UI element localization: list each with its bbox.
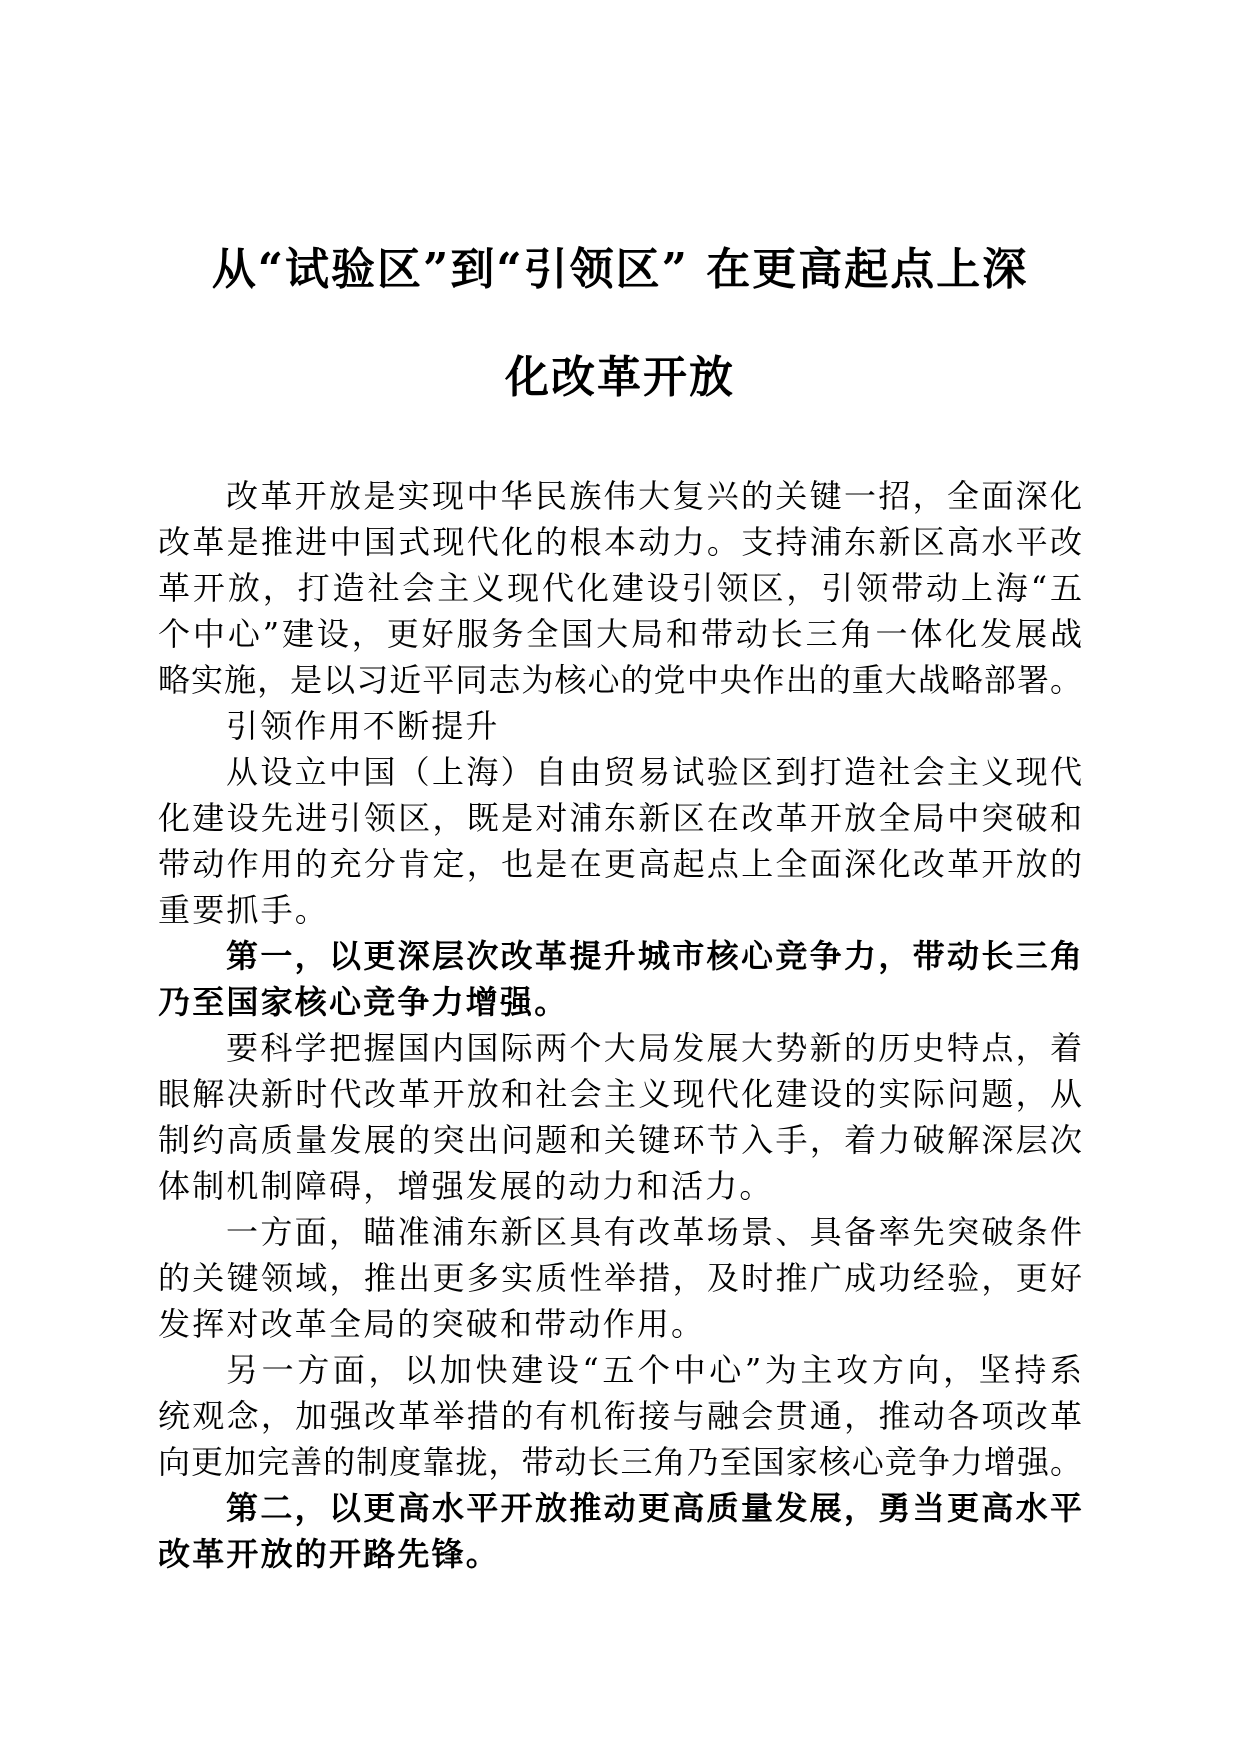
text-line: 体制机制障碍，增强发展的动力和活力。 xyxy=(158,1167,774,1205)
text-line: 的关键领域，推出更多实质性举措，及时推广成功经验，更好 xyxy=(158,1259,1082,1297)
text-line: 统观念，加强改革举措的有机衔接与融会贯通，推动各项改革 xyxy=(158,1397,1082,1435)
paragraph-intro xyxy=(158,473,1082,703)
point-one-heading xyxy=(158,933,1082,1025)
document-title xyxy=(0,216,1240,432)
text-line: 个中心”建设，更好服务全国大局和带动长三角一体化发展战 xyxy=(158,615,1082,653)
title-line-1: 从“试验区”到“引领区” 在更高起点上深 xyxy=(211,244,1029,295)
text-line: 重要抓手。 xyxy=(158,891,330,929)
text-line: 要科学把握国内国际两个大局发展大势新的历史特点，着 xyxy=(226,1029,1082,1067)
paragraph-point-one xyxy=(158,1025,1082,1209)
text-line: 第二，以更高水平开放推动更高质量发展，勇当更高水平 xyxy=(226,1489,1082,1527)
text-line: 一方面，瞄准浦东新区具有改革场景、具备率先突破条件 xyxy=(226,1213,1082,1251)
paragraph-section-intro xyxy=(158,749,1082,933)
text-line: 略实施，是以习近平同志为核心的党中央作出的重大战略部署。 xyxy=(158,661,1082,699)
text-line: 发挥对改革全局的突破和带动作用。 xyxy=(158,1305,706,1343)
text-line: 向更加完善的制度靠拢，带动长三角乃至国家核心竞争力增强。 xyxy=(158,1443,1082,1481)
text-line: 第一，以更深层次改革提升城市核心竞争力，带动长三角 xyxy=(226,937,1082,975)
text-line: 化建设先进引领区，既是对浦东新区在改革开放全局中突破和 xyxy=(158,799,1082,837)
title-line-2: 化改革开放 xyxy=(505,352,735,403)
text-line: 改革是推进中国式现代化的根本动力。支持浦东新区高水平改 xyxy=(158,523,1082,561)
text-line: 带动作用的充分肯定，也是在更高起点上全面深化改革开放的 xyxy=(158,845,1082,883)
text-line: 引领作用不断提升 xyxy=(226,707,500,745)
point-two-heading xyxy=(158,1485,1082,1577)
text-line: 改革开放是实现中华民族伟大复兴的关键一招，全面深化 xyxy=(226,477,1082,515)
text-line: 另一方面，以加快建设“五个中心”为主攻方向，坚持系 xyxy=(226,1351,1082,1389)
text-line: 改革开放的开路先锋。 xyxy=(158,1535,501,1573)
text-line: 乃至国家核心竞争力增强。 xyxy=(158,983,569,1021)
text-line: 从设立中国（上海）自由贸易试验区到打造社会主义现代 xyxy=(226,753,1082,791)
paragraph-aspect-two xyxy=(158,1347,1082,1485)
text-line: 革开放，打造社会主义现代化建设引领区，引领带动上海“五 xyxy=(158,569,1082,607)
section-heading xyxy=(158,703,1082,749)
paragraph-aspect-one xyxy=(158,1209,1082,1347)
text-line: 制约高质量发展的突出问题和关键环节入手，着力破解深层次 xyxy=(158,1121,1082,1159)
text-line: 眼解决新时代改革开放和社会主义现代化建设的实际问题，从 xyxy=(158,1075,1082,1113)
document-body xyxy=(158,473,1082,1577)
